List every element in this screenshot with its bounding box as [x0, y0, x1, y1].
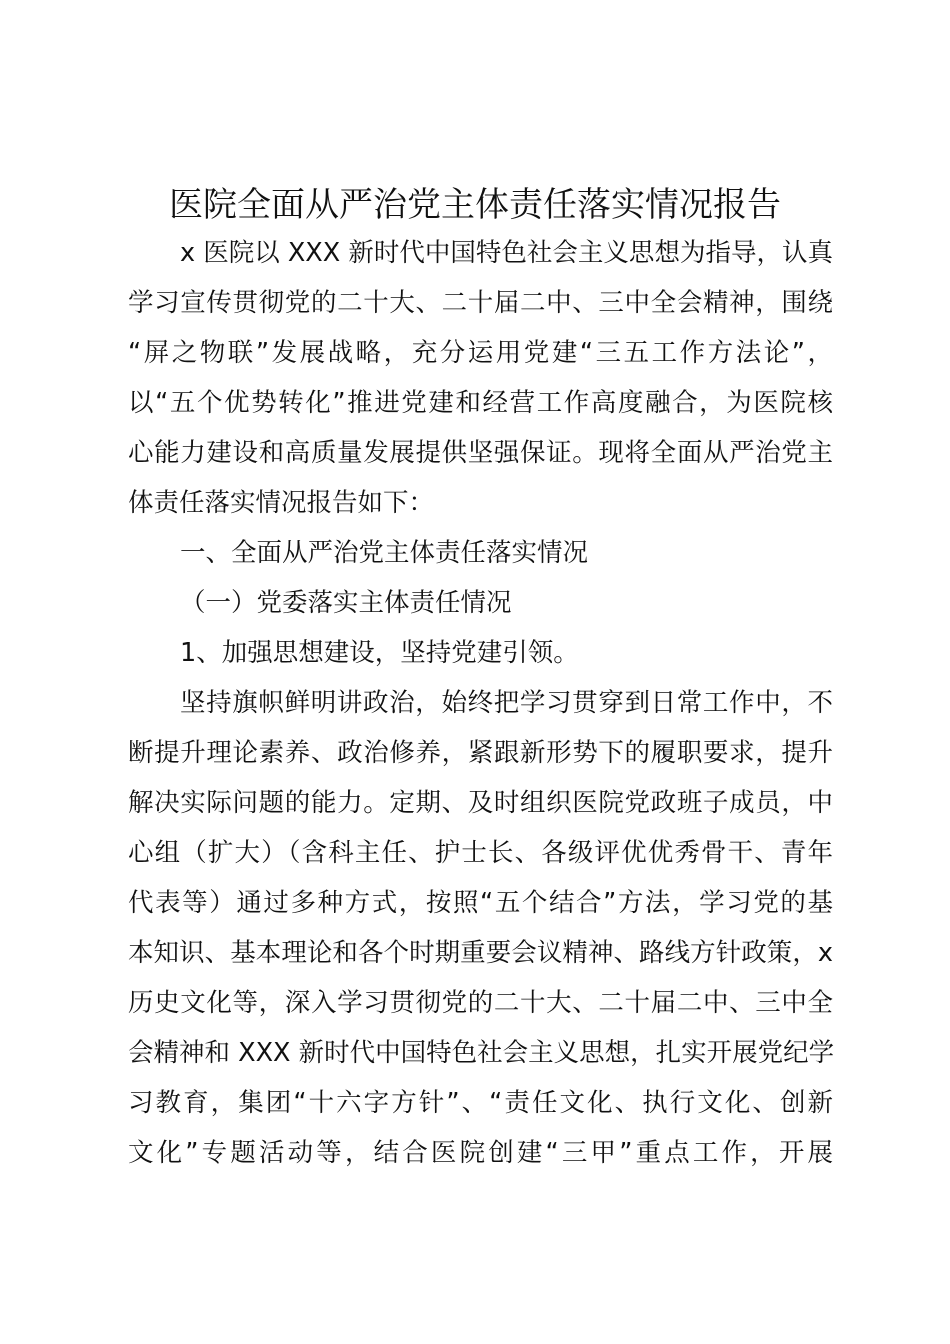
- subsection-heading: （一）党委落实主体责任情况: [180, 588, 512, 618]
- document-title: 医院全面从严治党主体责任落实情况报告: [169, 185, 781, 225]
- paragraph-line: 文化”专题活动等，结合医院创建“三甲”重点工作，开展: [128, 1138, 833, 1168]
- paragraph-line: 坚持旗帜鲜明讲政治，始终把学习贯穿到日常工作中，不: [180, 688, 833, 718]
- paragraph-line: 历史文化等，深入学习贯彻党的二十大、二十届二中、三中全: [128, 988, 833, 1018]
- paragraph-line: 习教育，集团“十六字方针”、“责任文化、执行文化、创新: [128, 1088, 833, 1118]
- paragraph-line: 心能力建设和高质量发展提供坚强保证。现将全面从严治党主: [128, 438, 833, 468]
- paragraph-line: 学习宣传贯彻党的二十大、二十届二中、三中全会精神，围绕: [128, 288, 833, 318]
- paragraph-line: 本知识、基本理论和各个时期重要会议精神、路线方针政策，x: [128, 938, 833, 968]
- paragraph-line: “屏之物联”发展战略，充分运用党建“三五工作方法论”，: [128, 338, 833, 368]
- paragraph-line: 会精神和 XXX 新时代中国特色社会主义思想，扎实开展党纪学: [128, 1038, 835, 1068]
- paragraph-line: 断提升理论素养、政治修养，紧跟新形势下的履职要求，提升: [128, 738, 833, 768]
- paragraph-line: 心组（扩大）（含科主任、护士长、各级评优优秀骨干、青年: [128, 838, 833, 868]
- paragraph-line: 代表等）通过多种方式，按照“五个结合”方法，学习党的基: [128, 888, 833, 918]
- item-heading: 1、加强思想建设，坚持党建引领。: [180, 638, 579, 668]
- section-heading: 一、全面从严治党主体责任落实情况: [180, 538, 589, 568]
- document-body: [128, 228, 833, 1178]
- paragraph-line: 解决实际问题的能力。定期、及时组织医院党政班子成员，中: [128, 788, 833, 818]
- paragraph-line: 以“五个优势转化”推进党建和经营工作高度融合，为医院核: [128, 388, 833, 418]
- paragraph-line: x 医院以 XXX 新时代中国特色社会主义思想为指导，认真: [180, 238, 833, 268]
- paragraph-line: 体责任落实情况报告如下：: [128, 488, 435, 518]
